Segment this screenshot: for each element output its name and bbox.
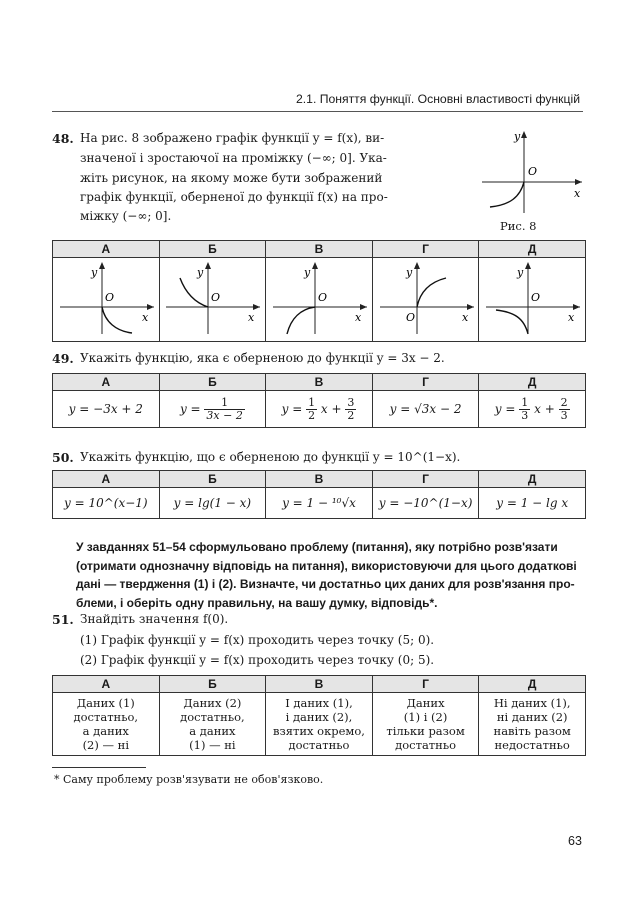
answer-49-d: y = √3x − 2 [372,391,479,428]
problem-50-answers-table [52,470,586,519]
problem-50-number: 50. [52,450,74,465]
option-c-header: В [266,241,373,258]
svg-text:O: O [317,291,328,304]
problem-49-number: 49. [52,351,74,366]
option-c-graph-cell [266,258,373,342]
svg-text:y: y [517,266,524,279]
answer-50-b: y = lg(1 − x) [159,488,266,519]
option-e-header: Д [479,241,586,258]
answer-50-a: y = 10^(x−1) [53,488,160,519]
option-c-header: В [266,471,373,488]
problem-51-number: 51. [52,612,74,627]
svg-text:O: O [531,291,541,304]
header-rule [52,111,583,112]
answer-51-e: Ні даних (1), ні даних (2) навіть разом недостатньо [479,693,586,756]
option-d-header: Г [372,374,479,391]
problem-48-line-4: графік функції, оберненої до функції f(x) на про- [80,190,388,204]
svg-text:x: x [461,311,468,324]
answer-49-a: y = −3x + 2 [53,391,160,428]
answer-51-a: Даних (1) достатньо, а даних (2) — ні [53,693,160,756]
answer-49-e: y = $\frac{1}{3}$ x + $\frac{2}{3}$ [479,391,586,428]
problem-49-text: Укажіть функцію, яка є оберненою до функції y = 3x − 2. [80,351,445,365]
problem-48-line-1: На рис. 8 зображено графік функції y = f(x), ви- [80,131,385,145]
answer-51-c: І даних (1), і даних (2), взятих окремо, достатньо [266,693,373,756]
option-a-header: А [53,374,160,391]
intro-line-4: блеми, і оберіть одну правильну, на вашу думку, відповідь*. [76,595,438,610]
option-c-header: В [266,374,373,391]
graph-option-c [267,258,371,338]
svg-text:y: y [90,266,98,279]
option-b-header: Б [159,676,266,693]
problem-50-text: Укажіть функцію, що є оберненою до функції y = 10^(1−x). [80,450,461,464]
svg-text:y: y [303,266,311,279]
graph-option-e [480,258,584,338]
graph-option-a [54,258,158,338]
answer-51-d: Даних (1) і (2) тільки разом достатньо [372,693,479,756]
problem-49-answers-table [52,373,586,428]
option-a-graph-cell [53,258,160,342]
answer-50-c: y = 1 − ¹⁰√x [266,488,373,519]
svg-text:O: O [104,291,114,304]
problem-48-number: 48. [52,131,74,146]
intro-line-1: У завданнях 51–54 сформульовано проблему (питання), яку потрібно розв'язати [76,540,558,554]
option-b-graph-cell [159,258,266,342]
graph-option-d [374,258,478,338]
intro-line-2: (отримати однозначну відповідь на питання), використовуючи для цього додаткові [76,558,577,573]
graph-option-b [160,258,264,338]
svg-text:y: y [197,266,204,279]
svg-text:x: x [568,311,575,324]
problem-51-answers-table [52,675,586,756]
svg-text:x: x [248,311,255,324]
option-e-header: Д [479,471,586,488]
svg-text:O: O [405,311,415,324]
problem-51-statement-1: (1) Графік функції y = f(x) проходить через точку (5; 0). [80,633,435,647]
figure-8-graph [478,125,586,217]
footnote: * Саму проблему розв'язувати не обов'язково. [54,773,324,786]
svg-text:y: y [405,266,412,279]
problem-48-line-5: міжку (−∞; 0]. [80,209,172,223]
problem-48-line-2: значеної і зростаючої на проміжку (−∞; 0]. Ука- [80,151,387,165]
page-number: 63 [568,834,582,848]
fig8-x-label: x [574,187,581,200]
option-d-header: Г [372,241,479,258]
option-b-header: Б [159,471,266,488]
running-head: 2.1. Поняття функції. Основні властивості функцій [296,92,581,106]
problem-51-question: Знайдіть значення f(0). [80,612,229,626]
option-b-header: Б [159,241,266,258]
option-e-header: Д [479,374,586,391]
option-d-header: Г [372,471,479,488]
answer-49-b: y = $\frac{1}{3x - 2}$ [159,391,266,428]
option-d-header: Г [372,676,479,693]
intro-line-3: дані — твердження (1) і (2). Визначте, чи достатньо цих даних для розв'язання про- [76,577,575,591]
problem-48-options-table [52,240,586,342]
answer-50-d: y = −10^(1−x) [372,488,479,519]
problems-51-54-intro [76,538,586,612]
option-e-header: Д [479,676,586,693]
option-c-header: В [266,676,373,693]
answer-50-e: y = 1 − lg x [479,488,586,519]
option-d-graph-cell [372,258,479,342]
figure-8-caption: Рис. 8 [500,219,537,233]
option-b-header: Б [159,374,266,391]
svg-text:O: O [211,291,221,304]
answer-49-c: y = $\frac{1}{2}$ x + $\frac{3}{2}$ [266,391,373,428]
option-a-header: А [53,241,160,258]
option-e-graph-cell [479,258,586,342]
fig8-origin-label: O [528,165,538,178]
fig8-y-label: y [514,130,521,143]
svg-text:x: x [354,311,362,324]
option-a-header: А [53,471,160,488]
footnote-rule [52,767,146,768]
problem-51-statement-2: (2) Графік функції y = f(x) проходить через точку (0; 5). [80,653,435,667]
option-a-header: А [53,676,160,693]
problem-48-line-3: жіть рисунок, на якому може бути зображений [80,171,383,185]
svg-text:x: x [141,311,149,324]
answer-51-b: Даних (2) достатньо, а даних (1) — ні [159,693,266,756]
